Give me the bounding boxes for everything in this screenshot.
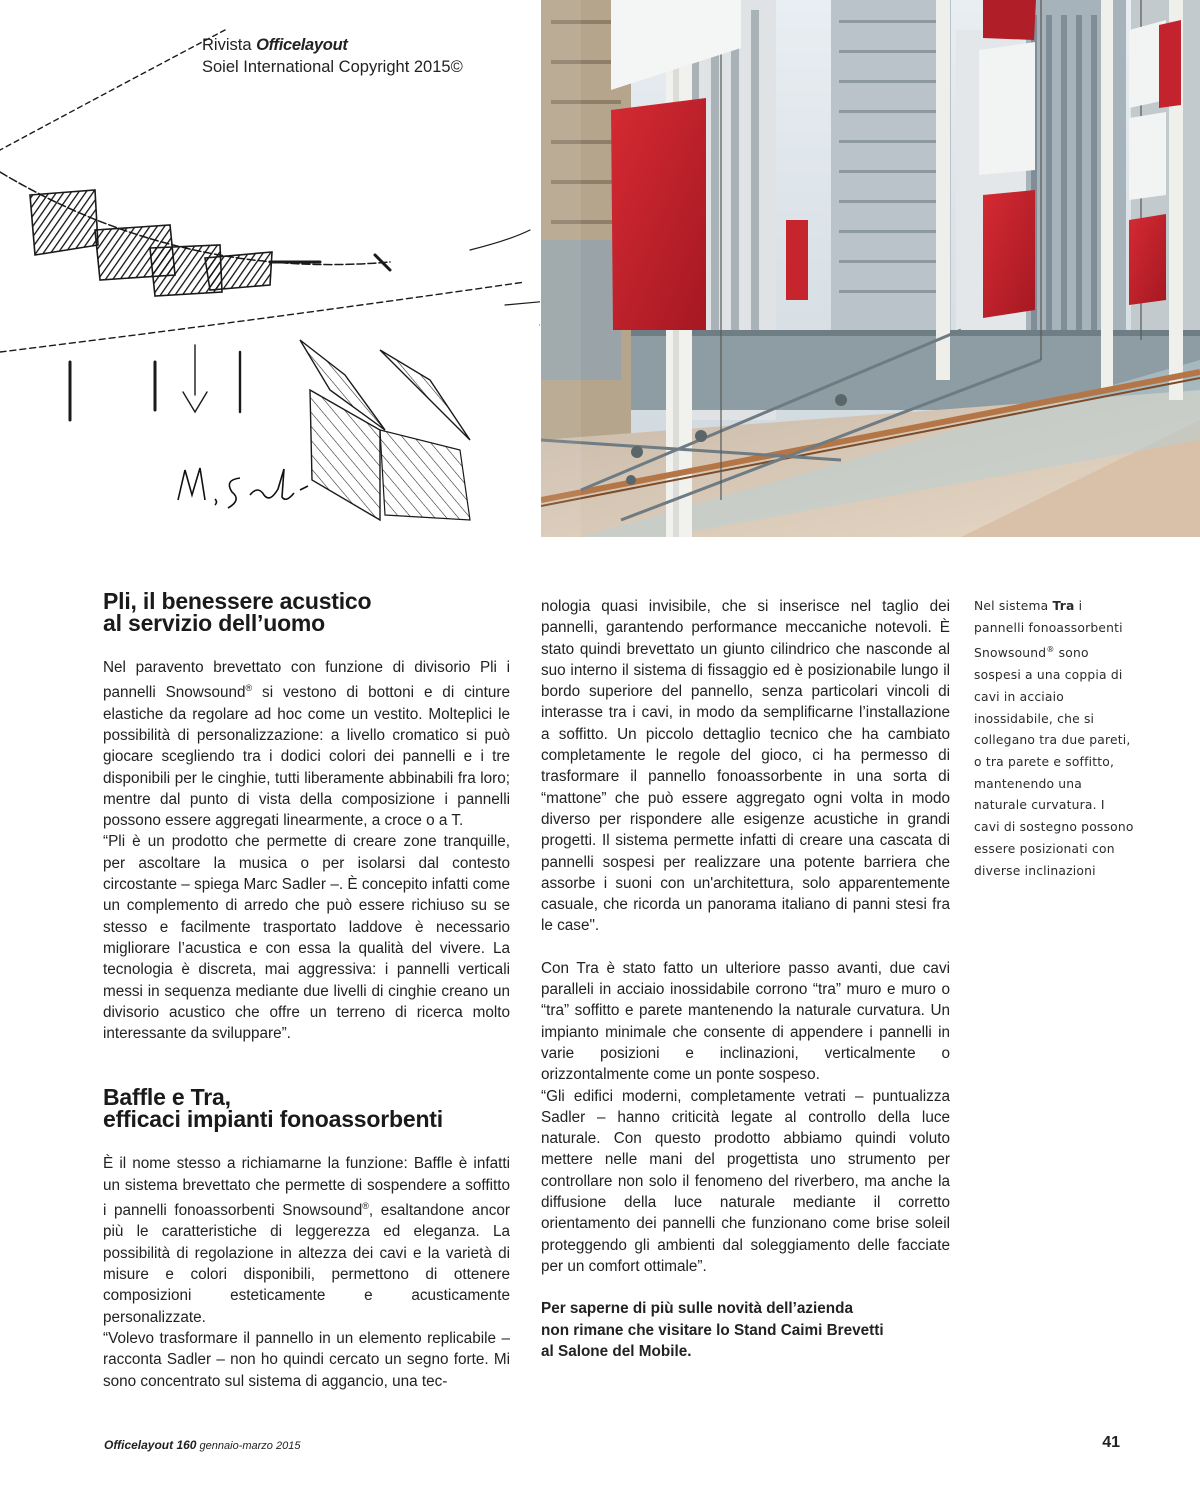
footer-brand: Officelayout 160 xyxy=(104,1438,197,1452)
paragraph: nologia quasi invisibile, che si inserisce nel taglio dei pannelli, garantendo performance meccaniche notevoli. È stato quindi brevettato un giunto cilindrico che nasconde al suo interno il sistema di fissaggio ed è posizionabile lungo il bordo superiore del pannello, senza particolari vincoli di interasse tra i cavi, in modo da semplificarne l’installazione a soffitto. Un piccolo dettaglio tecnico che ha cambiato completamente le regole del gioco, ci ha permesso di trasformare il pannello fonoassorbente in una sorta di “mattone” che può essere aggregato ogni volta in modo diverso per rispondere alle esigenze acustiche in grandi progetti. Il sistema permette infatti di creare una cascata di pannelli sospesi per realizzare una potente barriera che assorbe i suoni con un'architettura, solo apparentemente casuale, che ricorda un panorama italiano di panni stesi fra le case". xyxy=(541,598,950,935)
heading-baffle xyxy=(103,1084,510,1133)
page-number: 41 xyxy=(1102,1434,1120,1451)
atrium-photo xyxy=(541,0,1200,537)
masthead-copyright: Soiel International Copyright 2015© xyxy=(202,58,463,76)
heading-pli-line1: Pli, il benessere acustico xyxy=(103,588,372,614)
paragraph: Con Tra è stato fatto un ulteriore passo avanti, due cavi paralleli in acciaio inossidabile corrono “tra” muro e muro o “tra” soffitto e parete mantenendo la naturale curvatura. Un impianto minimale che consente di appendere i pannelli in varie posizioni e inclinazioni, verticalmente o orizzontalmente come un ponte sospeso. xyxy=(541,959,950,1084)
call-to-action: Per saperne di più sulle novità dell’azienda non rimane che visitare lo Stand Caimi Brevetti al Salone del Mobile. xyxy=(541,1300,884,1360)
paragraph: Nel paravento brevettato con funzione di divisorio Pli i pannelli Snowsound® si vestono di bottoni e di cinture elastiche da regolare ad hoc come un vestito. Molteplici le possibilità di personalizzazione: a livello cromatico si può giocare scegliendo tra i dodici colori dei pannelli e i tre disponibili per le cinghie, tutti liberamente abbinabili fra loro; mentre dal punto di vista della composizione i pannelli possono essere aggregati linearmente, a croce o a T. xyxy=(103,659,510,830)
footer-date: gennaio-marzo 2015 xyxy=(196,1440,301,1452)
paragraph: È il nome stesso a richiamarne la funzione: Baffle è infatti un sistema brevettato che permette di sospendere a soffitto i pannelli fonoassorbenti Snowsound®, esaltandone ancor più le caratteristiche di leggerezza ed eleganza. La possibilità di regolazione in altezza dei cavi e la varietà di misure e colori disponibili, permettono di ottenere composizioni esteticamente e acusticamente personalizzate. xyxy=(103,1155,510,1326)
registered-mark: ® xyxy=(245,683,253,694)
paragraph: “Gli edifici moderni, completamente vetrati – puntualizza Sadler – hanno criticità legate al controllo della luce naturale. Con questo prodotto abbiamo quindi voluto mettere nelle mani del progettista uno strumento per controllare non solo il fenomeno del riverbero, ma anche la diffusione della luce naturale mediante il corretto orientamento dei pannelli che funzionano come brise soleil proteggendo gli ambienti dal soleggiamento delle facciate per un comfort ottimale”. xyxy=(541,1087,950,1275)
heading-pli-line2: al servizio dell’uomo xyxy=(103,610,326,636)
heading-baffle-line2: efficaci impianti fonoassorbenti xyxy=(103,1106,443,1133)
paragraph: “Volevo trasformare il pannello in un elemento replicabile – racconta Sadler – non ho quindi cercato un segno forte. Mi sono concentrato sul sistema di aggancio, una tec- xyxy=(103,1329,510,1390)
heading-pli xyxy=(103,590,510,634)
photo-caption: Nel sistema Tra i pannelli fonoassorbenti Snowsound® sono sospesi a una coppia di cavi in acciaio inossidabile, che si collegano tra due pareti, o tra parete e soffitto, mantenendo una naturale curvatura. I cavi di sostegno possono essere posizionati con diverse inclinazioni xyxy=(974,599,1134,878)
atrium-scene xyxy=(541,0,1200,537)
signature xyxy=(178,468,308,508)
article-column-1 xyxy=(103,590,510,1392)
paragraph: “Pli è un prodotto che permette di creare zone tranquille, per ascoltare la musica o per isolarsi dal contesto circostante – spiega Marc Sadler –. È concepito infatti come un complemento di arredo che può essere richiuso su se stesso e facilmente trasportato laddove è necessario migliorare l’acustica e con essa la qualità del vivere. La tecnologia è discreta, mai aggressiva: i pannelli verticali messi in sequenza mediante due livelli di cinghie creano un divisorio acustico che offre un terreno di ricerca molto interessante da sviluppare”. xyxy=(103,833,510,1043)
masthead-brand: Officelayout xyxy=(256,36,348,54)
article-column-2 xyxy=(541,596,950,1362)
registered-mark: ® xyxy=(362,1201,369,1212)
sketch-illustration xyxy=(0,0,540,540)
heading-baffle-line1: Baffle e Tra, xyxy=(103,1084,231,1111)
masthead-prefix: Rivista xyxy=(202,36,257,54)
page-footer xyxy=(104,1438,300,1452)
registered-mark: ® xyxy=(1046,645,1055,655)
